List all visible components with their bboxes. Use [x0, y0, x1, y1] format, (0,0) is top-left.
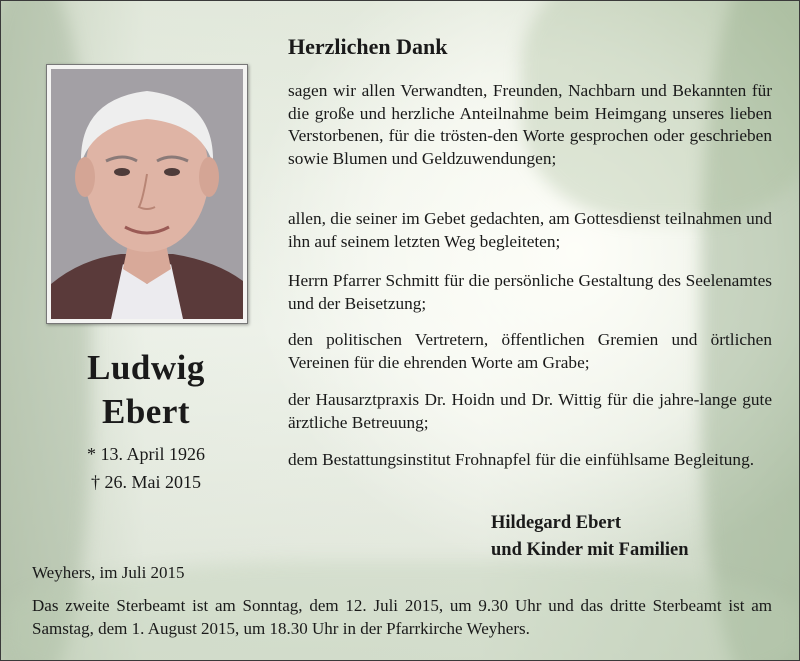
place-date: Weyhers, im Juli 2015: [32, 563, 185, 582]
signature-line-2: und Kinder mit Familien: [491, 540, 689, 560]
portrait-frame: [46, 64, 248, 324]
thanks-paragraph-3: Herrn Pfarrer Schmitt für die persönliche Gestaltung des Seelenamtes und der Beisetzung;: [288, 271, 772, 313]
thanks-paragraph-1: sagen wir allen Verwandten, Freunden, Nachbarn und Bekannten für die große und herzliche Anteilnahme beim Heimgang unseres lieben Verstorbenen, für die trösten-den Worte gesprochen oder geschrieben sowie Blumen und Geldzuwendungen;: [288, 81, 772, 168]
deceased-last-name: Ebert: [101, 392, 191, 431]
death-date: † 26. Mai 2015: [91, 472, 201, 492]
portrait-image: [51, 69, 243, 319]
service-notice: Das zweite Sterbeamt ist am Sonntag, dem 12. Juli 2015, um 9.30 Uhr und das dritte Sterbeamt ist am Samstag, dem 1. August 2015, um 18.30 Uhr in der Pfarrkirche Weyhers.: [32, 596, 772, 638]
deceased-first-name: Ludwig: [87, 348, 205, 387]
signature-line-1: Hildegard Ebert: [491, 513, 622, 533]
thanks-paragraph-6: dem Bestattungsinstitut Frohnapfel für die einfühlsame Begleitung.: [288, 450, 755, 469]
heading: Herzlichen Dank: [288, 34, 448, 59]
thanks-paragraph-2: allen, die seiner im Gebet gedachten, am Gottesdienst teilnahmen und ihn auf seinem letzten Weg begleiteten;: [288, 209, 772, 251]
thanks-paragraph-5: der Hausarztpraxis Dr. Hoidn und Dr. Wittig für die jahre-lange gute ärztliche Betreuung;: [288, 390, 772, 432]
birth-date: * 13. April 1926: [86, 444, 205, 464]
portrait-photo: [51, 69, 243, 319]
thanks-paragraph-4: den politischen Vertretern, öffentlichen Gremien und örtlichen Vereinen für die ehrenden Worte am Grabe;: [288, 330, 772, 372]
